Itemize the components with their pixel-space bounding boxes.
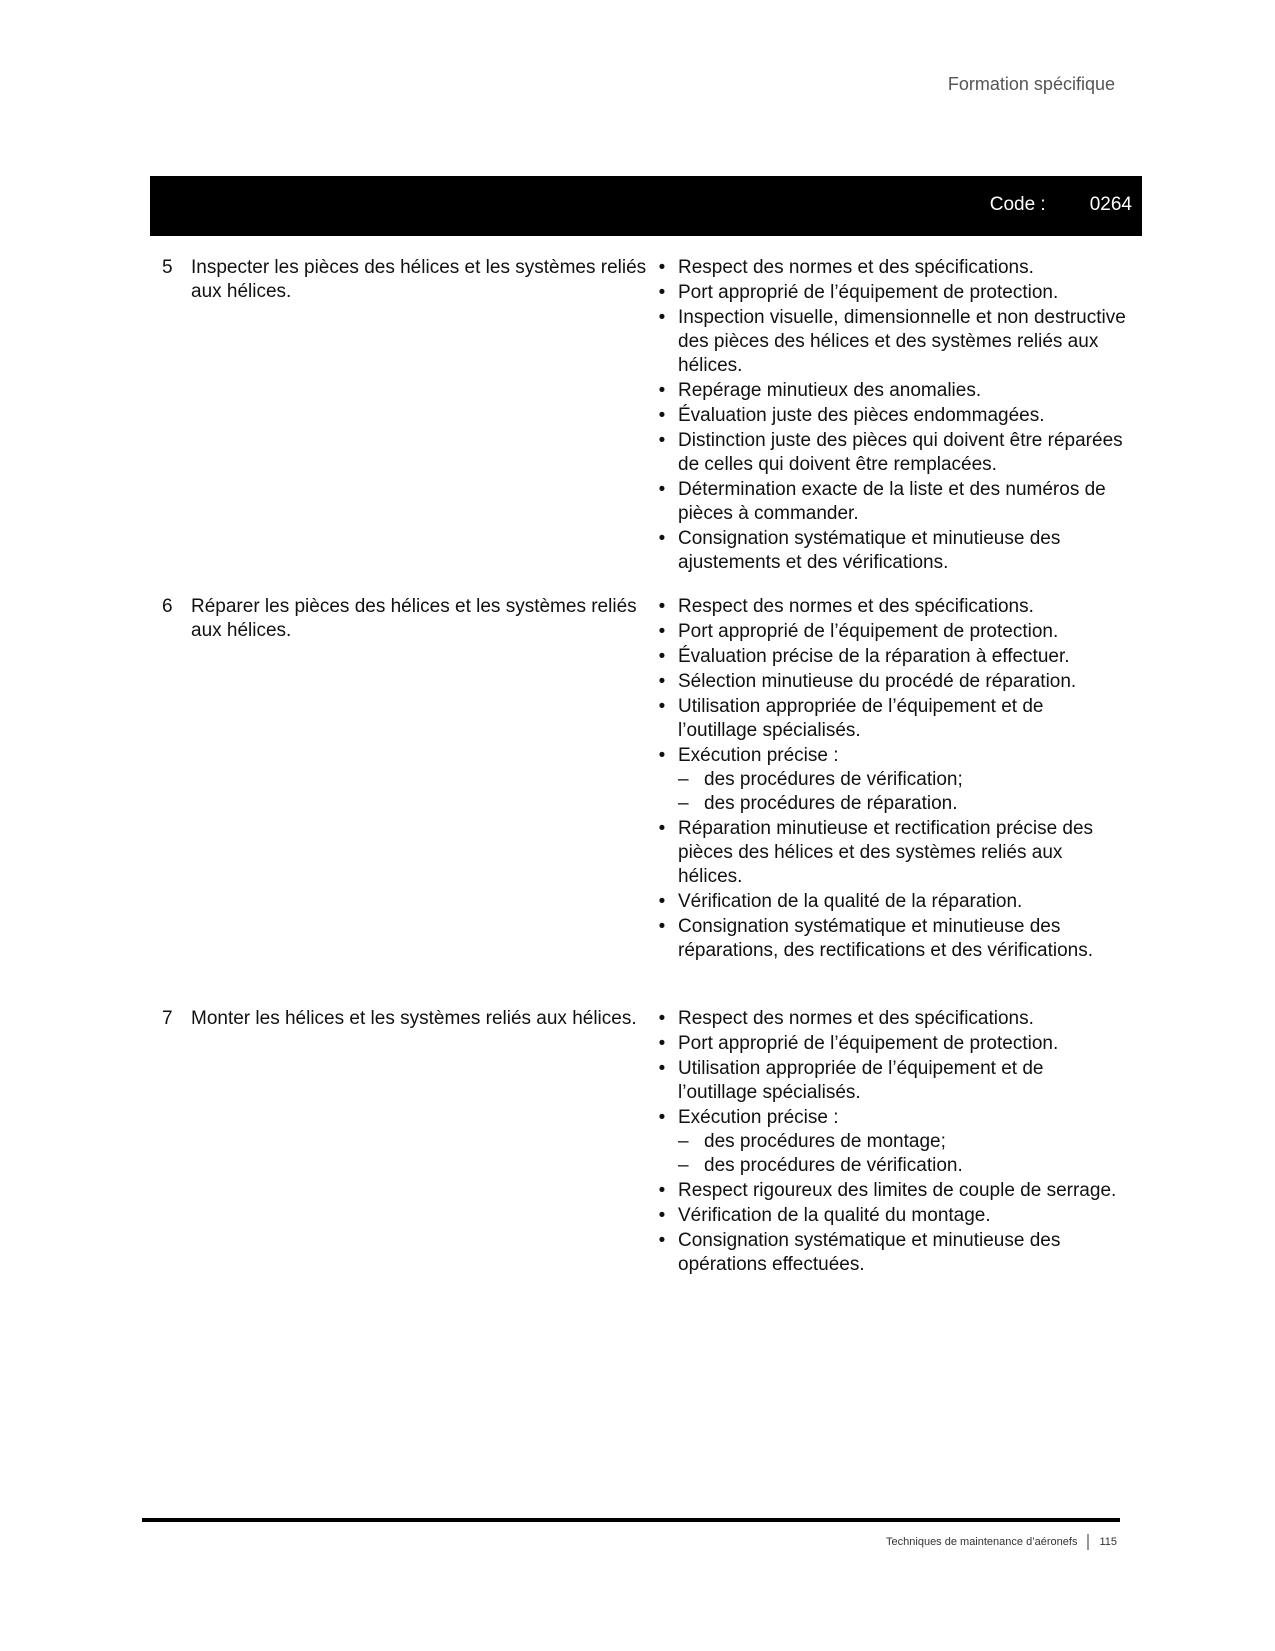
criterion-item — [656, 1057, 1126, 1105]
code-bar — [150, 176, 1142, 236]
bullet-icon: • — [658, 380, 666, 401]
criteria-list — [656, 595, 1126, 964]
bullet-icon: • — [658, 405, 666, 426]
criterion-text: Inspection visuelle, dimensionnelle et non destructive des pièces des hélices et des systèmes reliés aux hélices. — [678, 307, 1126, 376]
bullet-icon: • — [658, 818, 666, 839]
criterion-item — [656, 695, 1126, 743]
step-number: 7 — [162, 1008, 173, 1029]
bullet-icon: • — [658, 671, 666, 692]
criterion-item — [656, 404, 1126, 428]
step-5 — [162, 256, 662, 304]
criterion-item — [656, 1007, 1126, 1031]
dash-icon: – — [678, 1131, 689, 1152]
step-title: Monter les hélices et les systèmes reliés aux hélices. — [191, 1008, 637, 1029]
criterion-text: Consignation systématique et minutieuse des ajustements et des vérifications. — [678, 528, 1061, 573]
code-value: 0264 — [1089, 194, 1132, 215]
criterion-text: Réparation minutieuse et rectification précise des pièces des hélices et des systèmes reliés aux hélices. — [678, 818, 1094, 887]
criterion-text: Respect des normes et des spécifications. — [678, 257, 1034, 278]
step-title: Réparer les pièces des hélices et les systèmes reliés aux hélices. — [191, 596, 637, 641]
sub-list — [678, 768, 1126, 816]
sub-item-text: des procédures de vérification; — [704, 769, 963, 790]
sub-list — [678, 1130, 1126, 1178]
bullet-icon: • — [658, 479, 666, 500]
criterion-item — [656, 744, 1126, 816]
criterion-item — [656, 1106, 1126, 1178]
criterion-item — [656, 1204, 1126, 1228]
criterion-item — [656, 817, 1126, 889]
step-title: Inspecter les pièces des hélices et les systèmes reliés aux hélices. — [191, 257, 647, 302]
bullet-icon: • — [658, 528, 666, 549]
bullet-icon: • — [658, 1180, 666, 1201]
criterion-text: Port approprié de l’équipement de protection. — [678, 1033, 1059, 1054]
criterion-item — [656, 645, 1126, 669]
sub-item — [678, 1130, 1126, 1154]
page-number: 115 — [1099, 1535, 1117, 1548]
bullet-icon: • — [658, 1058, 666, 1079]
bullet-icon: • — [658, 621, 666, 642]
sub-item — [678, 792, 1126, 816]
bullet-icon: • — [658, 1205, 666, 1226]
criterion-item — [656, 595, 1126, 619]
sub-item-text: des procédures de vérification. — [704, 1155, 963, 1176]
code-label: Code : — [989, 194, 1046, 215]
criterion-text: Port approprié de l’équipement de protection. — [678, 621, 1059, 642]
criterion-text: Respect des normes et des spécifications. — [678, 1008, 1034, 1029]
step-6 — [162, 595, 662, 643]
criterion-text: Vérification de la qualité de la réparation. — [678, 891, 1023, 912]
dash-icon: – — [678, 769, 689, 790]
bullet-icon: • — [658, 430, 666, 451]
criteria-list — [656, 1007, 1126, 1278]
criterion-text: Détermination exacte de la liste et des numéros de pièces à commander. — [678, 479, 1106, 524]
criterion-text: Respect rigoureux des limites de couple de serrage. — [678, 1180, 1117, 1201]
criterion-text: Consignation systématique et minutieuse des opérations effectuées. — [678, 1230, 1061, 1275]
bullet-icon: • — [658, 307, 666, 328]
criterion-item — [656, 1032, 1126, 1056]
criterion-item — [656, 478, 1126, 526]
criterion-text: Exécution précise : — [678, 1107, 839, 1128]
bullet-icon: • — [658, 916, 666, 937]
criterion-item — [656, 527, 1126, 575]
code-block — [990, 194, 1132, 216]
running-head: Formation spécifique — [947, 74, 1115, 94]
criterion-text: Respect des normes et des spécifications. — [678, 596, 1034, 617]
criterion-item — [656, 306, 1126, 378]
criterion-item — [656, 429, 1126, 477]
bullet-icon: • — [658, 257, 666, 278]
criterion-item — [656, 890, 1126, 914]
step-number: 6 — [162, 596, 173, 617]
criteria-list — [656, 256, 1126, 576]
criterion-text: Utilisation appropriée de l’équipement et de l’outillage spécialisés. — [678, 696, 1044, 741]
dash-icon: – — [678, 793, 689, 814]
criterion-text: Exécution précise : — [678, 745, 839, 766]
bullet-icon: • — [658, 745, 666, 766]
sub-item — [678, 1154, 1126, 1178]
criterion-item — [656, 915, 1126, 963]
criterion-item — [656, 1179, 1126, 1203]
bullet-icon: • — [658, 596, 666, 617]
sub-item-text: des procédures de montage; — [704, 1131, 946, 1152]
bullet-icon: • — [658, 1008, 666, 1029]
criterion-item — [656, 281, 1126, 305]
criterion-text: Port approprié de l’équipement de protection. — [678, 282, 1059, 303]
criterion-item — [656, 620, 1126, 644]
criterion-text: Sélection minutieuse du procédé de réparation. — [678, 671, 1077, 692]
sub-item — [678, 768, 1126, 792]
criterion-item — [656, 256, 1126, 280]
criterion-text: Évaluation précise de la réparation à effectuer. — [678, 646, 1070, 667]
footer-rule — [142, 1518, 1120, 1522]
criterion-text: Vérification de la qualité du montage. — [678, 1205, 991, 1226]
criterion-text: Consignation systématique et minutieuse des réparations, des rectifications et des vérifications. — [678, 916, 1094, 961]
bullet-icon: • — [658, 891, 666, 912]
criterion-text: Distinction juste des pièces qui doivent être réparées de celles qui doivent être remplacées. — [678, 430, 1123, 475]
sub-item-text: des procédures de réparation. — [704, 793, 958, 814]
criterion-text: Utilisation appropriée de l’équipement et de l’outillage spécialisés. — [678, 1058, 1044, 1103]
bullet-icon: • — [658, 282, 666, 303]
criterion-item — [656, 379, 1126, 403]
footer-title: Techniques de maintenance d’aéronefs — [886, 1535, 1078, 1548]
bullet-icon: • — [658, 696, 666, 717]
bullet-icon: • — [658, 1033, 666, 1054]
bullet-icon: • — [658, 646, 666, 667]
criterion-text: Évaluation juste des pièces endommagées. — [678, 405, 1045, 426]
bullet-icon: • — [658, 1230, 666, 1251]
bullet-icon: • — [658, 1107, 666, 1128]
footer-separator — [1087, 1534, 1089, 1550]
criterion-item — [656, 1229, 1126, 1277]
criterion-item — [656, 670, 1126, 694]
footer — [886, 1534, 1117, 1550]
criterion-text: Repérage minutieux des anomalies. — [678, 380, 982, 401]
step-number: 5 — [162, 257, 173, 278]
dash-icon: – — [678, 1155, 689, 1176]
step-7 — [162, 1007, 662, 1031]
